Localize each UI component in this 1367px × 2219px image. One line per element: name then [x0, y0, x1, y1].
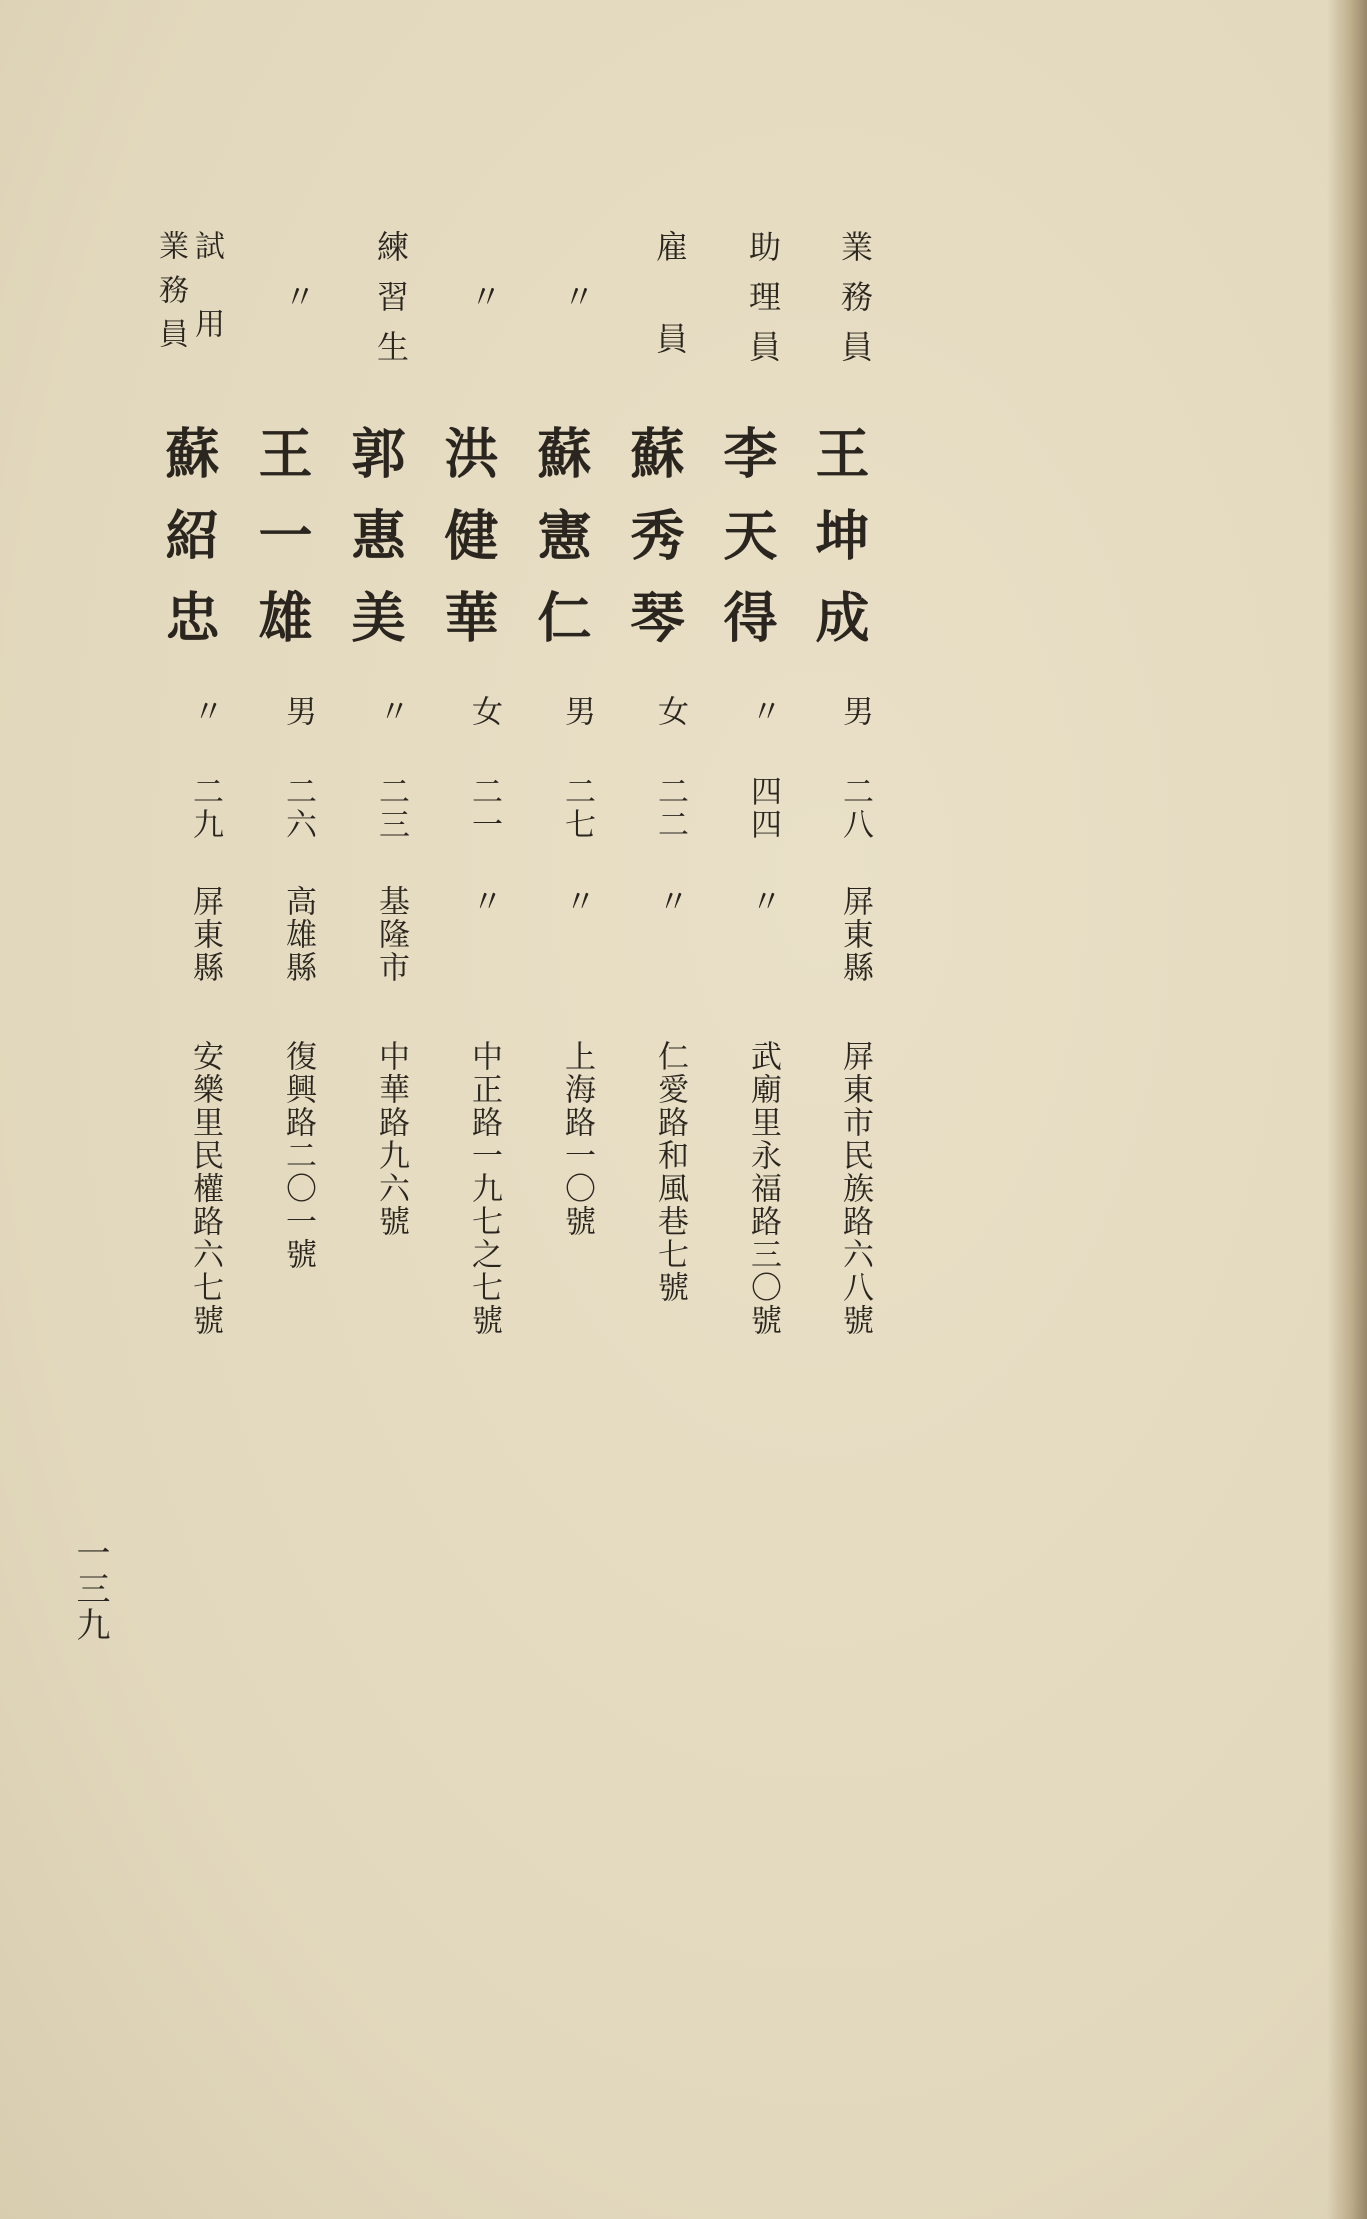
staff-native-place: 高雄縣: [280, 885, 316, 984]
staff-age: 二一: [466, 775, 502, 841]
staff-native-place: 〃: [559, 885, 595, 918]
staff-address: 安樂里民權路六七號: [187, 1040, 223, 1337]
staff-name: 王坤成: [807, 425, 871, 671]
staff-native-place: 屏東縣: [187, 885, 223, 984]
staff-title-line1: 試用: [189, 230, 224, 386]
staff-title: 業務員: [836, 230, 874, 380]
staff-address: 中華路九六號: [373, 1040, 409, 1238]
staff-name: 蘇秀琴: [622, 425, 686, 671]
staff-gender: 女: [652, 695, 688, 726]
staff-row-1: [798, 230, 878, 1580]
staff-row-2: [706, 230, 786, 1580]
staff-row-6: [334, 230, 414, 1580]
staff-age: 四四: [745, 775, 781, 841]
staff-gender: 男: [559, 695, 595, 726]
staff-address: 武廟里永福路三〇號: [745, 1040, 781, 1337]
page-number: 一三九: [70, 1535, 110, 1643]
staff-address: 屏東市民族路六八號: [837, 1040, 873, 1337]
staff-address: 中正路一九七之七號: [466, 1040, 502, 1337]
staff-age: 二九: [187, 775, 223, 841]
staff-address: 仁愛路和風巷七號: [652, 1040, 688, 1304]
staff-age: 二二: [652, 775, 688, 841]
staff-native-place: 屏東縣: [837, 885, 873, 984]
staff-title-ditto: 〃: [279, 280, 317, 330]
page-edge-shadow: [1327, 0, 1367, 2219]
staff-title-ditto: 〃: [558, 280, 596, 330]
staff-age: 二七: [559, 775, 595, 841]
staff-name: 王一雄: [250, 425, 314, 671]
staff-age: 二六: [280, 775, 316, 841]
staff-name: 李天得: [715, 425, 779, 671]
staff-gender: 〃: [373, 695, 409, 726]
staff-title-ditto: 〃: [465, 280, 503, 330]
staff-row-5: [427, 230, 507, 1580]
staff-gender: 男: [280, 695, 316, 726]
staff-address: 復興路二〇一號: [280, 1040, 316, 1271]
staff-native-place: 〃: [466, 885, 502, 918]
staff-row-8: [148, 230, 228, 1580]
staff-native-place: 〃: [745, 885, 781, 918]
staff-title: 雇員: [651, 230, 689, 414]
staff-native-place: 〃: [652, 885, 688, 918]
staff-address: 上海路一〇號: [559, 1040, 595, 1238]
staff-name: 蘇憲仁: [529, 425, 593, 671]
staff-name: 洪健華: [436, 425, 500, 671]
staff-age: 二三: [373, 775, 409, 841]
staff-name: 郭惠美: [343, 425, 407, 671]
staff-native-place: 基隆市: [373, 885, 409, 984]
staff-gender: 〃: [187, 695, 223, 726]
staff-gender: 〃: [745, 695, 781, 726]
staff-name: 蘇紹忠: [157, 425, 221, 671]
staff-gender: 女: [466, 695, 502, 726]
staff-row-7: [241, 230, 321, 1580]
staff-title-line2: 業務員: [153, 230, 188, 362]
staff-row-4: [520, 230, 600, 1580]
staff-title: 練習生: [372, 230, 410, 380]
staff-gender: 男: [837, 695, 873, 726]
staff-age: 二八: [837, 775, 873, 841]
staff-title: 助理員: [744, 230, 782, 380]
staff-row-3: [613, 230, 693, 1580]
